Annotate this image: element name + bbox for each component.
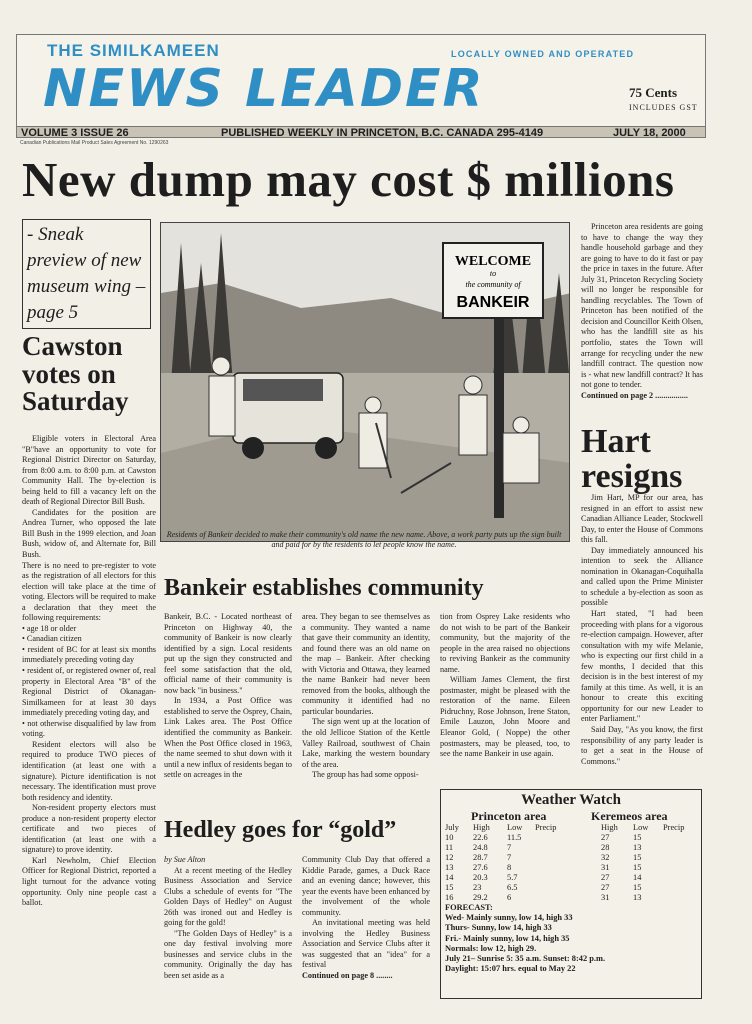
weather-cell: 31 [601, 863, 610, 872]
weather-cell: 28.7 [473, 853, 488, 862]
weather-cell: 6.5 [507, 883, 518, 892]
hart-article [581, 493, 703, 767]
weather-forecast [445, 903, 701, 974]
welcome-sign [443, 243, 543, 318]
forecast-line: Fri.- Mainly sunny, low 14, high 35 [445, 933, 570, 943]
forecast-line: Wed- Mainly sunny, low 14, high 33 [445, 913, 573, 923]
hedley-col-1 [164, 855, 292, 982]
header-high-keremeos: High [601, 823, 618, 832]
weather-cell: 20.3 [473, 873, 488, 882]
bankeir-p4: The sign went up at the location of the old Jellicoe Station of the Kettle Valley Railroad, southwest of Chain Lake, marking the western boundary of the area. [302, 717, 430, 769]
mail-agreement: Canadian Publications Mail Product Sales Agreement No. 1290263 [20, 140, 169, 146]
forecast-line: Normals: low 12, high 29. [445, 943, 537, 953]
cawston-headline: Cawston votes on Saturday [22, 331, 129, 417]
bankeir-p7: William James Clement, the first postmaster, might be pleased with the restoration of the name. Eileen Pidruchny, Rose Johnson, Irene Staton, Emile Lauzon, John Moore and Eleanor Gold, ( Noppe) the other postmasters, may be pleased, too, to see the name Bankeir in use again. [440, 675, 570, 759]
weather-cell: 15 [633, 883, 642, 892]
weather-row [443, 873, 686, 883]
weather-cell [661, 843, 686, 853]
weather-cell [661, 853, 686, 863]
weather-cell: 7 [507, 853, 512, 862]
sign-name: BANKEIR [456, 294, 530, 311]
weather-cell [533, 873, 599, 883]
hedley-headline: Hedley goes for “gold” [164, 817, 397, 843]
weather-cell: 13 [633, 893, 642, 902]
weather-cell: 6 [507, 893, 512, 902]
forecast-line: Thurs- Sunny, low 14, high 33 [445, 923, 552, 933]
sign-community: the community of [465, 280, 521, 289]
weather-cell: 8 [507, 863, 512, 872]
weather-cell: 15 [633, 833, 642, 842]
masthead-the-similkameen: THE SIMILKAMEEN [47, 41, 220, 60]
weather-cell [661, 863, 686, 873]
sign-to: to [489, 269, 497, 278]
weather-title: Weather Watch [521, 792, 621, 808]
header-july: July [445, 823, 459, 832]
bankeir-p1: Bankeir, B.C. - Located northeast of Princeton on Highway 40, the community of Bankeir is now clearly identified by a sign. Local residents put up the sign they constructed and feel some satisfaction that the old, official name of their community is now back "in business." [164, 612, 292, 695]
hart-p2: Day immediately announced his intention to seek the Alliance nomination in Okanagan-Coquihalla and called upon the Prime Minister to schedule a by-election as soon as possible [581, 545, 703, 608]
hart-p1: Jim Hart, MP for our area, has resigned in an effort to assist new Canadian Alliance Leader, Stockwell Day, to enter the House of Commons this fall. [581, 493, 703, 545]
weather-cell: 11.5 [507, 833, 522, 842]
hedley-p2: "The Golden Days of Hedley" is a one day festival involving more businesses and service clubs in the community. Originally the day has been set aside as a [164, 928, 292, 981]
weather-cell: 27 [601, 833, 610, 842]
weather-row [443, 843, 686, 853]
hart-p4: Said Day, "As you know, the first responsibility of any party leader is to get a seat in the House of Commons." [581, 725, 703, 766]
weather-cell: 24.8 [473, 843, 488, 852]
forecast-line: Daylight: 15:07 hrs. equal to May 22 [445, 964, 576, 974]
masthead-tagline: LOCALLY OWNED AND OPERATED [451, 49, 635, 59]
bankeir-p3: area. They began to see themselves as a community. They wanted a name that gave their community an identity, and found there was an old name on the map – Bankeir. After checking with Victoria and Ottawa, they learned the name Bankeir had never been removed from the books, although the community it identified had no particular boundaries. [302, 612, 430, 716]
weather-cell: 7 [507, 843, 512, 852]
weather-cell: 23 [473, 883, 482, 892]
weather-header-row [443, 823, 686, 833]
bankeir-photo [160, 222, 570, 542]
dump-p1: Princeton area residents are going to have to change the way they handle household garbage and they are going to have to do it fast or pay the price in taxes in the future. After July 31, Princeton Recycling Society will no longer be responsible for handling recyclables. The Town of Princeton has been notified of the decision and Councillor Keith Olsen, who has the landfill site as his portfolio, states the Town will arrange for recycling under the new landfill contract. The question now is - what new landfill contract? It has not gone to tender. [581, 222, 703, 390]
weather-cell: 28 [601, 843, 610, 852]
cawston-p4: Resident electors will also be required to produce TWO pieces of identification (at least one with a signature). Picture identification is not necessary. The identification must prove both residency and identity. [22, 739, 156, 802]
weather-cell: 11 [445, 843, 454, 852]
hedley-p3: Community Club Day that offered a Kiddie Parade, games, a Duck Race and an evening dance; however, this year the events have been enhanced by the involvement of the whole community. [302, 855, 430, 917]
weather-cell: 31 [601, 893, 610, 902]
weather-cell: 14 [633, 873, 642, 882]
hedley-col-2 [302, 855, 430, 982]
bankeir-col-2 [302, 612, 430, 781]
cawston-req-2: • Canadian citizen [22, 634, 82, 644]
weather-row [443, 883, 686, 893]
weather-cell: 12 [445, 853, 454, 862]
masthead-price: 75 Cents [629, 85, 678, 100]
weather-cell: 5.7 [507, 873, 518, 882]
weather-cell [533, 853, 599, 863]
weather-cell: 22.6 [473, 833, 488, 842]
weather-cell [661, 833, 686, 843]
weather-row [443, 893, 686, 903]
weather-cell: 10 [445, 833, 454, 842]
cawston-req-4: • resident of, or registered owner of, real property in Electoral Area "B" of the Regional District of Okanagan-Similkameen for at least 30 days immediately preceding voting day, and [22, 666, 156, 718]
weather-cell: 27 [601, 873, 610, 882]
bankeir-p6: tion from Osprey Lake residents who do not wish to be part of the Bankeir community, but the majority of the people in the area raised no objections to reviving Bankeir as the community name. [440, 612, 570, 674]
bankeir-col-3 [440, 612, 570, 760]
weather-cell: 14 [445, 873, 454, 882]
weather-row [443, 833, 686, 843]
bankeir-headline: Bankeir establishes community [164, 575, 484, 601]
issue-published: PUBLISHED WEEKLY IN PRINCETON, B.C. CANADA 295-4149 [221, 127, 544, 139]
weather-cell: 15 [633, 863, 642, 872]
weather-cell [533, 883, 599, 893]
weather-row [443, 853, 686, 863]
weather-cell [661, 873, 686, 883]
forecast-line: July 21– Sunrise 5: 35 a.m. Sunset: 8:42 p.m. [445, 954, 606, 964]
weather-cell: 29.2 [473, 893, 488, 902]
weather-cell [533, 843, 599, 853]
forecast-label: FORECAST: [445, 903, 493, 912]
masthead-title: NEWS LEADER [43, 59, 485, 119]
weather-cell: 15 [445, 883, 454, 892]
cawston-req-1: • age 18 or older [22, 623, 77, 633]
cawston-req-3: • resident of BC for at least six months immediately preceding voting day [22, 644, 156, 665]
cawston-p2: Candidates for the position are Andrea Turner, who opposed the late Bill Bush in the 1999 election, and Joan Bush, widow of, and Alternate for, Bill Bush. [22, 507, 156, 560]
main-headline: New dump may cost $ millions [22, 152, 675, 207]
cawston-article [22, 434, 156, 909]
issue-bar [16, 126, 706, 138]
cawston-p1: Eligible voters in Electoral Area "B"have an opportunity to vote for Regional District Director on Saturday, from 8:00 a.m. to 8:00 p.m. at Cawston Community Hall. The by-election is being held to fill a vacancy left on the death of Regional Director Bill Bush. [22, 434, 156, 507]
hedley-byline: by Sue Alton [164, 855, 206, 864]
cawston-p3: There is no need to pre-register to vote as the registration of all electors for this election will take place at the time of voting. Electors will be required to make a declaration that they meet the following requirements: [22, 560, 156, 623]
weather-cell: 32 [601, 853, 610, 862]
issue-date: JULY 18, 2000 [613, 127, 686, 139]
bankeir-p5: The group has had some opposi- [312, 770, 419, 780]
cawston-req-5: • not otherwise disqualified by law from voting. [22, 718, 156, 739]
issue-volume: VOLUME 3 ISSUE 26 [21, 127, 129, 139]
hedley-p4: An invitational meeting was held involving the Hedley Business Association and Service Clubs after it was suggested that an "idea" for a festival [302, 918, 430, 970]
weather-watch-box [440, 789, 702, 999]
weather-cell: 27.6 [473, 863, 488, 872]
weather-table [443, 823, 686, 903]
sign-welcome: WELCOME [454, 254, 532, 269]
weather-cell [661, 883, 686, 893]
weather-area-princeton: Princeton area [471, 809, 547, 823]
header-precip-keremeos: Precip [663, 823, 685, 832]
header-precip-princeton: Precip [535, 823, 557, 832]
bankeir-p2: In 1934, a Post Office was established to serve the Osprey, Chain, Link Lakes area. The Post Office identified the community as Bankeir. When the Post Office closed in 1963, the name seemed to shut down with it until a new influx of residents began to settle on acreages in the [164, 696, 293, 780]
cawston-p5: Non-resident property electors must produce a non-resident property elector certificate and two pieces of identification (at least one with a signature) to prove identity. [22, 803, 156, 855]
sneak-preview-box[interactable]: - Sneak preview of new museum wing – page 5 [22, 219, 151, 329]
weather-cell: 13 [633, 843, 642, 852]
weather-cell [533, 833, 599, 843]
hart-p3: Hart stated, "I had been proceeding with plans for a vigorous re-election campaign. However, after consultation with my wife Melanie, who is expecting our first child in a few months, I decided that this decision is in the best interest of my family at this time. As well, it is an honour to create this exciting opportunity for our new Leader to enter Parliament." [581, 609, 703, 724]
hart-headline: Hart resigns [581, 423, 683, 495]
photo-illustration [161, 223, 570, 542]
weather-cell: 16 [445, 893, 454, 902]
weather-cell: 15 [633, 853, 642, 862]
hedley-p1: At a recent meeting of the Hedley Business Association and Service Clubs a schedule of events for "The Golden Days of Hedley" on August 26th was ironed out and Hedley is going for the gold! [164, 865, 292, 928]
weather-cell: 13 [445, 863, 454, 872]
photo-caption: Residents of Bankeir decided to make their community's old name the new name. Above, a work party puts up the sign built and paid for by the residents to let people know the name. [166, 530, 562, 549]
header-low-princeton: Low [507, 823, 523, 832]
weather-cell [533, 863, 599, 873]
masthead-gst: INCLUDES GST [629, 103, 698, 112]
hedley-continued[interactable]: Continued on page 8 ........ [302, 971, 393, 981]
weather-area-keremeos: Keremeos area [591, 809, 668, 823]
weather-cell [533, 893, 599, 903]
bankeir-col-1 [164, 612, 292, 781]
weather-cell [661, 893, 686, 903]
cawston-p6: Karl Newholm, Chief Election Officer for Regional District, reported a light turnout for the advance voting opportunity. Only nine people cast a ballot. [22, 855, 156, 908]
masthead [16, 34, 706, 136]
dump-article [581, 222, 703, 401]
weather-cell: 27 [601, 883, 610, 892]
dump-continued[interactable]: Continued on page 2 ................ [581, 390, 688, 400]
header-low-keremeos: Low [633, 823, 649, 832]
header-high-princeton: High [473, 823, 490, 832]
weather-row [443, 863, 686, 873]
